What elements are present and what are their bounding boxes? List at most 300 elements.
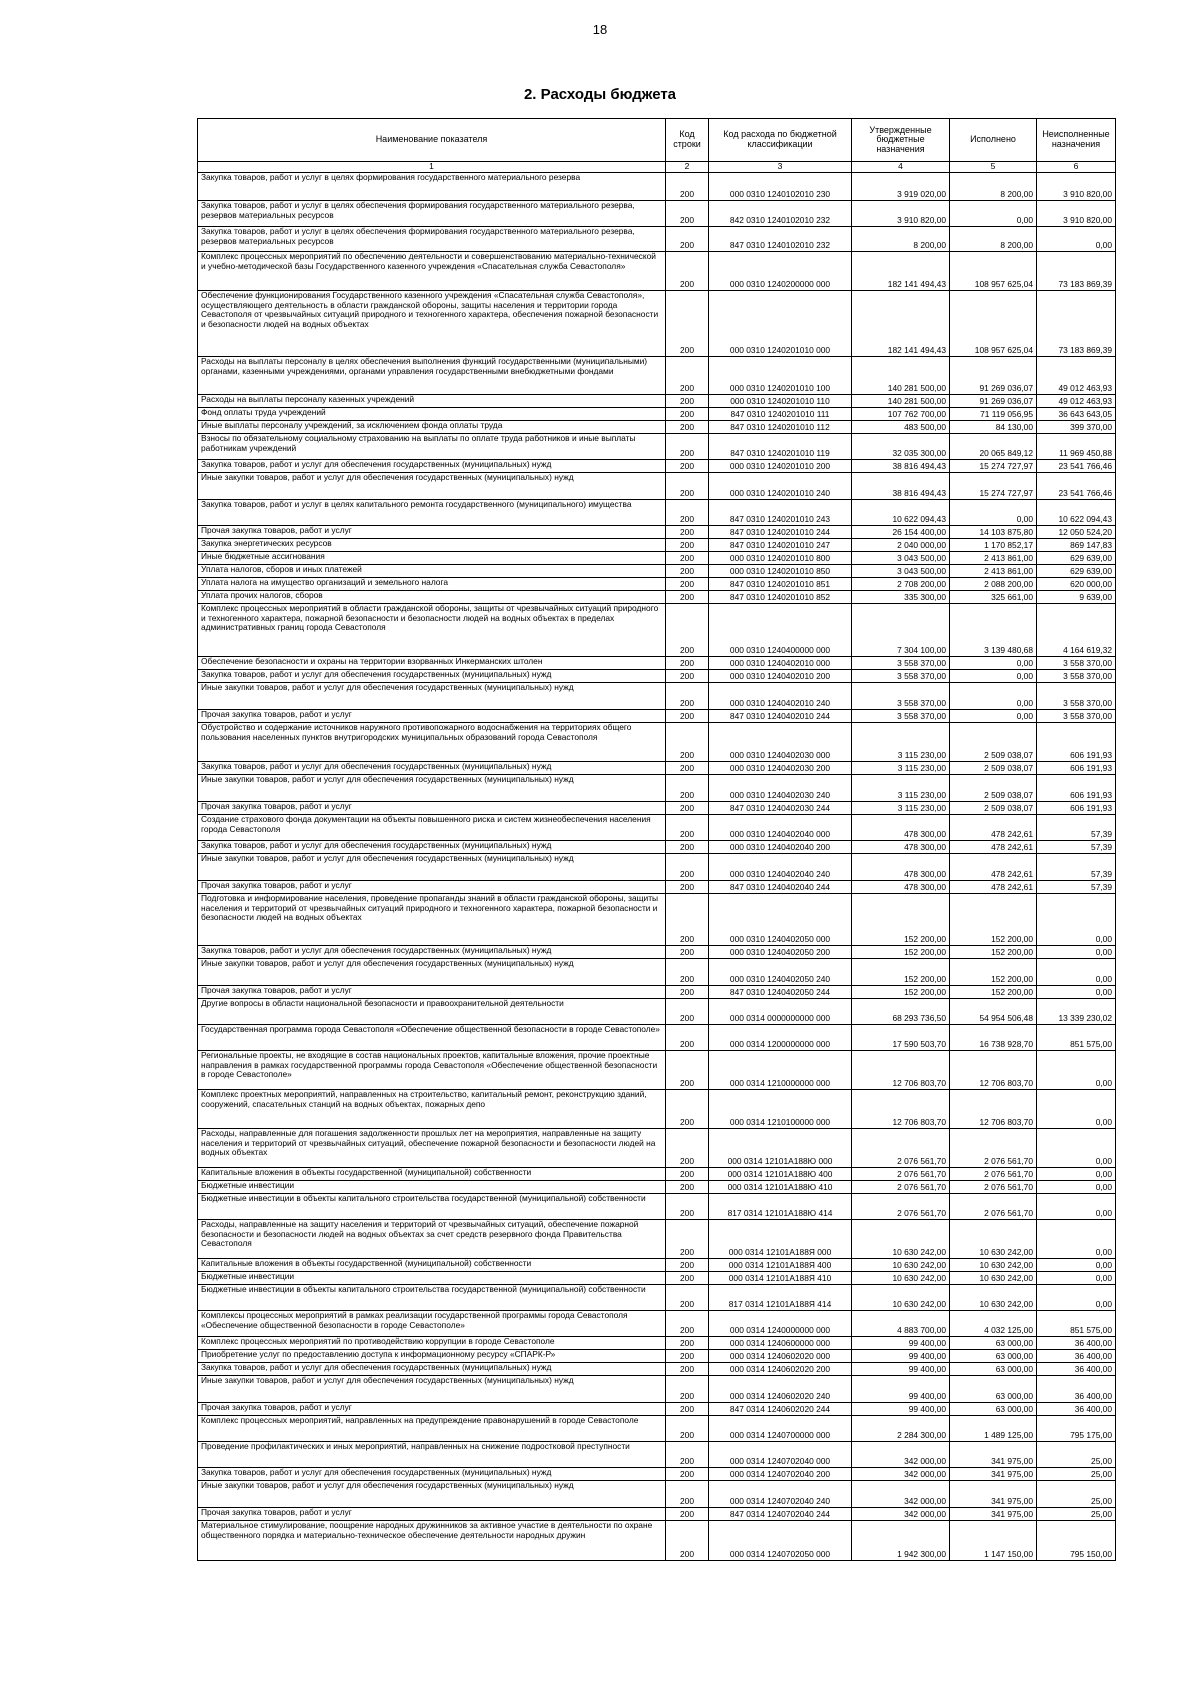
row-unexecuted: 23 541 766,46	[1037, 460, 1116, 473]
row-unexecuted: 0,00	[1037, 1194, 1116, 1220]
row-unexecuted: 11 969 450,88	[1037, 434, 1116, 460]
row-budget-code: 000 0310 1240402050 240	[709, 959, 852, 986]
row-approved: 4 883 700,00	[852, 1311, 950, 1337]
row-budget-code: 847 0310 1240402040 244	[709, 881, 852, 894]
row-executed: 1 489 125,00	[950, 1416, 1037, 1442]
table-row	[198, 1481, 1116, 1508]
row-executed: 478 242,61	[950, 881, 1037, 894]
row-budget-code: 000 0314 1240000000 000	[709, 1311, 852, 1337]
row-unexecuted: 4 164 619,32	[1037, 604, 1116, 657]
col-header-executed: Исполнено	[950, 119, 1037, 162]
row-executed: 63 000,00	[950, 1403, 1037, 1416]
row-approved: 3 558 370,00	[852, 710, 950, 723]
row-unexecuted: 49 012 463,93	[1037, 357, 1116, 395]
row-approved: 2 076 561,70	[852, 1181, 950, 1194]
row-unexecuted: 0,00	[1037, 1272, 1116, 1285]
row-name: Уплата налога на имущество организаций и земельного налога	[198, 578, 666, 591]
row-budget-code: 847 0310 1240201010 243	[709, 500, 852, 526]
row-name: Закупка товаров, работ и услуг для обеспечения государственных (муниципальных) нужд	[198, 841, 666, 854]
row-approved: 2 284 300,00	[852, 1416, 950, 1442]
row-budget-code: 000 0310 1240402040 000	[709, 815, 852, 841]
table-row	[198, 894, 1116, 946]
row-line-code: 200	[666, 565, 709, 578]
row-approved: 182 141 494,43	[852, 252, 950, 291]
row-budget-code: 847 0310 1240201010 111	[709, 408, 852, 421]
row-name: Прочая закупка товаров, работ и услуг	[198, 710, 666, 723]
row-unexecuted: 12 050 524,20	[1037, 526, 1116, 539]
row-name: Материальное стимулирование, поощрение народных дружинников за активное участие в деятельности по охране общественного порядка и материально-техническое обеспечение деятельности народных дружин	[198, 1521, 666, 1561]
row-budget-code: 000 0310 1240201010 850	[709, 565, 852, 578]
row-executed: 63 000,00	[950, 1376, 1037, 1403]
row-line-code: 200	[666, 1025, 709, 1051]
row-executed: 1 170 852,17	[950, 539, 1037, 552]
row-executed: 91 269 036,07	[950, 395, 1037, 408]
row-budget-code: 000 0314 12101А188Я 410	[709, 1272, 852, 1285]
row-executed: 10 630 242,00	[950, 1220, 1037, 1259]
row-unexecuted: 36 400,00	[1037, 1363, 1116, 1376]
row-approved: 478 300,00	[852, 841, 950, 854]
row-approved: 99 400,00	[852, 1363, 950, 1376]
row-line-code: 200	[666, 473, 709, 500]
row-name: Иные закупки товаров, работ и услуг для обеспечения государственных (муниципальных) нужд	[198, 683, 666, 710]
row-name: Закупка товаров, работ и услуг для обеспечения государственных (муниципальных) нужд	[198, 670, 666, 683]
row-unexecuted: 3 910 820,00	[1037, 201, 1116, 227]
row-name: Закупка товаров, работ и услуг для обеспечения государственных (муниципальных) нужд	[198, 762, 666, 775]
row-line-code: 200	[666, 802, 709, 815]
page-number: 18	[592, 22, 608, 37]
row-name: Закупка энергетических ресурсов	[198, 539, 666, 552]
row-approved: 342 000,00	[852, 1442, 950, 1468]
row-executed: 2 076 561,70	[950, 1168, 1037, 1181]
row-executed: 15 274 727,97	[950, 473, 1037, 500]
row-unexecuted: 3 910 820,00	[1037, 173, 1116, 201]
row-budget-code: 000 0310 1240402040 240	[709, 854, 852, 881]
col-number: 4	[852, 162, 950, 173]
row-unexecuted: 73 183 869,39	[1037, 291, 1116, 357]
row-budget-code: 000 0310 1240200000 000	[709, 252, 852, 291]
row-approved: 12 706 803,70	[852, 1051, 950, 1090]
row-unexecuted: 606 191,93	[1037, 775, 1116, 802]
row-line-code: 200	[666, 1181, 709, 1194]
row-unexecuted: 0,00	[1037, 1051, 1116, 1090]
row-line-code: 200	[666, 710, 709, 723]
row-name: Прочая закупка товаров, работ и услуг	[198, 526, 666, 539]
row-line-code: 200	[666, 1285, 709, 1311]
row-line-code: 200	[666, 291, 709, 357]
row-name: Комплекс процессных мероприятий, направленных на предупреждение правонарушений в городе Севастополе	[198, 1416, 666, 1442]
row-budget-code: 000 0310 1240402010 200	[709, 670, 852, 683]
row-name: Расходы, направленные на защиту населения и территорий от чрезвычайных ситуаций, обеспечение пожарной безопасности и безопасности людей на водных объектах за счет средств резервного фонда Правительства Севастополя	[198, 1220, 666, 1259]
table-row	[198, 946, 1116, 959]
row-executed: 63 000,00	[950, 1337, 1037, 1350]
table-row	[198, 1337, 1116, 1350]
row-approved: 2 076 561,70	[852, 1194, 950, 1220]
row-executed: 12 706 803,70	[950, 1090, 1037, 1129]
row-unexecuted: 25,00	[1037, 1442, 1116, 1468]
row-line-code: 200	[666, 959, 709, 986]
table-row	[198, 1272, 1116, 1285]
row-line-code: 200	[666, 1090, 709, 1129]
row-executed: 2 509 038,07	[950, 723, 1037, 762]
row-executed: 8 200,00	[950, 227, 1037, 252]
table-row	[198, 710, 1116, 723]
row-name: Обеспечение безопасности и охраны на территории взорванных Инкерманских штолен	[198, 657, 666, 670]
row-approved: 478 300,00	[852, 881, 950, 894]
row-executed: 152 200,00	[950, 894, 1037, 946]
row-line-code: 200	[666, 227, 709, 252]
row-name: Капитальные вложения в объекты государственной (муниципальной) собственности	[198, 1168, 666, 1181]
row-name: Закупка товаров, работ и услуг в целях капитального ремонта государственного (муниципального) имущества	[198, 500, 666, 526]
row-line-code: 200	[666, 881, 709, 894]
row-name: Подготовка и информирование населения, проведение пропаганды знаний в области гражданской обороны, защиты населения и территорий от чрезвычайных ситуаций природного и техногенного характера, пожарной безопасности и безопасности людей на водных объектах	[198, 894, 666, 946]
row-line-code: 200	[666, 1337, 709, 1350]
row-line-code: 200	[666, 723, 709, 762]
row-budget-code: 000 0314 12101А188Я 000	[709, 1220, 852, 1259]
row-budget-code: 817 0314 12101А188Я 414	[709, 1285, 852, 1311]
row-line-code: 200	[666, 1521, 709, 1561]
row-unexecuted: 3 558 370,00	[1037, 710, 1116, 723]
row-unexecuted: 606 191,93	[1037, 723, 1116, 762]
table-row	[198, 460, 1116, 473]
table-row	[198, 1051, 1116, 1090]
row-line-code: 200	[666, 670, 709, 683]
table-row	[198, 539, 1116, 552]
row-unexecuted: 73 183 869,39	[1037, 252, 1116, 291]
table-row	[198, 1025, 1116, 1051]
row-approved: 3 115 230,00	[852, 723, 950, 762]
row-unexecuted: 0,00	[1037, 1259, 1116, 1272]
table-row	[198, 1168, 1116, 1181]
row-approved: 10 630 242,00	[852, 1272, 950, 1285]
row-name: Закупка товаров, работ и услуг для обеспечения государственных (муниципальных) нужд	[198, 946, 666, 959]
row-name: Иные бюджетные ассигнования	[198, 552, 666, 565]
col-header-approved: Утвержденные бюджетные назначения	[852, 119, 950, 162]
row-line-code: 200	[666, 578, 709, 591]
row-executed: 341 975,00	[950, 1508, 1037, 1521]
row-approved: 140 281 500,00	[852, 395, 950, 408]
row-executed: 325 661,00	[950, 591, 1037, 604]
row-line-code: 200	[666, 775, 709, 802]
column-number-row	[198, 162, 1116, 173]
row-executed: 478 242,61	[950, 815, 1037, 841]
row-approved: 342 000,00	[852, 1481, 950, 1508]
row-unexecuted: 10 622 094,43	[1037, 500, 1116, 526]
row-approved: 3 558 370,00	[852, 670, 950, 683]
col-number: 3	[709, 162, 852, 173]
row-unexecuted: 0,00	[1037, 1168, 1116, 1181]
row-name: Иные закупки товаров, работ и услуг для обеспечения государственных (муниципальных) нужд	[198, 775, 666, 802]
table-row	[198, 473, 1116, 500]
row-line-code: 200	[666, 1376, 709, 1403]
row-executed: 20 065 849,12	[950, 434, 1037, 460]
row-line-code: 200	[666, 1508, 709, 1521]
row-unexecuted: 0,00	[1037, 894, 1116, 946]
row-unexecuted: 0,00	[1037, 1285, 1116, 1311]
row-name: Комплекс проектных мероприятий, направленных на строительство, капитальный ремонт, реконструкцию зданий, сооружений, спасательных станций на водных объектах, пожарных депо	[198, 1090, 666, 1129]
table-row	[198, 173, 1116, 201]
row-unexecuted: 13 339 230,02	[1037, 999, 1116, 1025]
row-line-code: 200	[666, 1442, 709, 1468]
row-approved: 2 076 561,70	[852, 1129, 950, 1168]
row-approved: 3 115 230,00	[852, 802, 950, 815]
row-executed: 152 200,00	[950, 986, 1037, 999]
row-executed: 54 954 506,48	[950, 999, 1037, 1025]
table-row	[198, 1090, 1116, 1129]
row-line-code: 200	[666, 1272, 709, 1285]
row-line-code: 200	[666, 395, 709, 408]
row-approved: 10 622 094,43	[852, 500, 950, 526]
table-row	[198, 815, 1116, 841]
row-approved: 342 000,00	[852, 1468, 950, 1481]
row-line-code: 200	[666, 1403, 709, 1416]
row-line-code: 200	[666, 252, 709, 291]
row-budget-code: 000 0314 1240702050 000	[709, 1521, 852, 1561]
table-row	[198, 1259, 1116, 1272]
row-unexecuted: 0,00	[1037, 959, 1116, 986]
row-name: Закупка товаров, работ и услуг для обеспечения государственных (муниципальных) нужд	[198, 1468, 666, 1481]
row-executed: 478 242,61	[950, 841, 1037, 854]
table-row	[198, 434, 1116, 460]
row-budget-code: 000 0310 1240201010 100	[709, 357, 852, 395]
row-budget-code: 000 0314 1240700000 000	[709, 1416, 852, 1442]
row-line-code: 200	[666, 1259, 709, 1272]
row-executed: 63 000,00	[950, 1350, 1037, 1363]
table-row	[198, 395, 1116, 408]
row-budget-code: 000 0314 1240702040 200	[709, 1468, 852, 1481]
row-approved: 99 400,00	[852, 1350, 950, 1363]
table-row	[198, 1350, 1116, 1363]
row-unexecuted: 49 012 463,93	[1037, 395, 1116, 408]
row-line-code: 200	[666, 1416, 709, 1442]
row-budget-code: 000 0310 1240402010 000	[709, 657, 852, 670]
row-unexecuted: 0,00	[1037, 1220, 1116, 1259]
col-header-unexecuted: Неисполненные назначения	[1037, 119, 1116, 162]
row-line-code: 200	[666, 894, 709, 946]
row-executed: 0,00	[950, 670, 1037, 683]
col-number: 5	[950, 162, 1037, 173]
row-budget-code: 000 0314 1240600000 000	[709, 1337, 852, 1350]
row-unexecuted: 851 575,00	[1037, 1311, 1116, 1337]
table-row	[198, 775, 1116, 802]
row-name: Другие вопросы в области национальной безопасности и правоохранительной деятельности	[198, 999, 666, 1025]
row-budget-code: 847 0310 1240201010 112	[709, 421, 852, 434]
row-unexecuted: 9 639,00	[1037, 591, 1116, 604]
row-approved: 152 200,00	[852, 959, 950, 986]
table-row	[198, 357, 1116, 395]
row-budget-code: 847 0314 1240602020 244	[709, 1403, 852, 1416]
row-budget-code: 842 0310 1240102010 232	[709, 201, 852, 227]
row-approved: 152 200,00	[852, 946, 950, 959]
row-budget-code: 000 0310 1240402050 200	[709, 946, 852, 959]
table-row	[198, 841, 1116, 854]
row-executed: 2 509 038,07	[950, 762, 1037, 775]
row-line-code: 200	[666, 201, 709, 227]
table-row	[198, 1129, 1116, 1168]
row-unexecuted: 606 191,93	[1037, 762, 1116, 775]
row-executed: 341 975,00	[950, 1442, 1037, 1468]
row-name: Создание страхового фонда документации на объекты повышенного риска и систем жизнеобеспечения населения города Севастополя	[198, 815, 666, 841]
row-budget-code: 000 0314 1210100000 000	[709, 1090, 852, 1129]
row-executed: 0,00	[950, 500, 1037, 526]
row-name: Прочая закупка товаров, работ и услуг	[198, 802, 666, 815]
row-unexecuted: 0,00	[1037, 1129, 1116, 1168]
row-name: Обеспечение функционирования Государственного казенного учреждения «Спасательная служба Севастополя», осуществляющего деятельность в области гражданской обороны, защиты населения и территории города Севастополя от чрезвычайных ситуаций природного и техногенного характера, обеспечения пожарной безопасности и безопасности людей на водных объектах	[198, 291, 666, 357]
row-unexecuted: 0,00	[1037, 1090, 1116, 1129]
row-executed: 2 076 561,70	[950, 1181, 1037, 1194]
row-executed: 0,00	[950, 657, 1037, 670]
row-executed: 14 103 875,80	[950, 526, 1037, 539]
row-unexecuted: 3 558 370,00	[1037, 657, 1116, 670]
table-row	[198, 578, 1116, 591]
row-budget-code: 847 0310 1240201010 247	[709, 539, 852, 552]
row-approved: 12 706 803,70	[852, 1090, 950, 1129]
row-name: Расходы, направленные для погашения задолженности прошлых лет на мероприятия, направленные на защиту населения и территорий от чрезвычайных ситуаций, обеспечение пожарной безопасности и безопасности людей на водных объектах	[198, 1129, 666, 1168]
row-approved: 3 910 820,00	[852, 201, 950, 227]
col-number: 1	[198, 162, 666, 173]
row-name: Государственная программа города Севастополя «Обеспечение общественной безопасности в городе Севастополе»	[198, 1025, 666, 1051]
row-budget-code: 000 0310 1240201010 110	[709, 395, 852, 408]
row-unexecuted: 795 150,00	[1037, 1521, 1116, 1561]
row-executed: 152 200,00	[950, 946, 1037, 959]
row-executed: 15 274 727,97	[950, 460, 1037, 473]
row-approved: 152 200,00	[852, 986, 950, 999]
row-name: Прочая закупка товаров, работ и услуг	[198, 881, 666, 894]
row-unexecuted: 57,39	[1037, 881, 1116, 894]
row-approved: 483 500,00	[852, 421, 950, 434]
row-unexecuted: 399 370,00	[1037, 421, 1116, 434]
table-row	[198, 604, 1116, 657]
row-line-code: 200	[666, 1363, 709, 1376]
row-name: Капитальные вложения в объекты государственной (муниципальной) собственности	[198, 1259, 666, 1272]
row-executed: 4 032 125,00	[950, 1311, 1037, 1337]
row-approved: 68 293 736,50	[852, 999, 950, 1025]
row-budget-code: 847 0314 1240702040 244	[709, 1508, 852, 1521]
row-unexecuted: 57,39	[1037, 854, 1116, 881]
row-line-code: 200	[666, 1168, 709, 1181]
row-budget-code: 000 0310 1240402050 000	[709, 894, 852, 946]
row-line-code: 200	[666, 1481, 709, 1508]
table-row	[198, 657, 1116, 670]
row-executed: 2 413 861,00	[950, 565, 1037, 578]
row-unexecuted: 36 400,00	[1037, 1337, 1116, 1350]
row-budget-code: 847 0310 1240201010 244	[709, 526, 852, 539]
row-approved: 32 035 300,00	[852, 434, 950, 460]
row-approved: 99 400,00	[852, 1403, 950, 1416]
table-row	[198, 1220, 1116, 1259]
row-budget-code: 000 0314 1240702040 240	[709, 1481, 852, 1508]
row-line-code: 200	[666, 460, 709, 473]
row-name: Иные закупки товаров, работ и услуг для обеспечения государственных (муниципальных) нужд	[198, 1481, 666, 1508]
row-executed: 3 139 480,68	[950, 604, 1037, 657]
table-row	[198, 959, 1116, 986]
row-line-code: 200	[666, 1051, 709, 1090]
row-budget-code: 000 0310 1240201010 000	[709, 291, 852, 357]
row-budget-code: 000 0314 12101А188Ю 400	[709, 1168, 852, 1181]
row-budget-code: 000 0310 1240201010 800	[709, 552, 852, 565]
col-header-line-code: Код строки	[666, 119, 709, 162]
row-executed: 91 269 036,07	[950, 357, 1037, 395]
table-row	[198, 227, 1116, 252]
row-unexecuted: 23 541 766,46	[1037, 473, 1116, 500]
table-row	[198, 565, 1116, 578]
row-unexecuted: 0,00	[1037, 946, 1116, 959]
table-row	[198, 201, 1116, 227]
table-row	[198, 1403, 1116, 1416]
row-executed: 2 509 038,07	[950, 775, 1037, 802]
row-unexecuted: 0,00	[1037, 986, 1116, 999]
row-approved: 8 200,00	[852, 227, 950, 252]
row-name: Иные закупки товаров, работ и услуг для обеспечения государственных (муниципальных) нужд	[198, 473, 666, 500]
row-line-code: 200	[666, 173, 709, 201]
row-name: Закупка товаров, работ и услуг в целях обеспечения формирования государственного материального резерва, резервов материальных ресурсов	[198, 201, 666, 227]
row-approved: 1 942 300,00	[852, 1521, 950, 1561]
row-budget-code: 000 0310 1240201010 200	[709, 460, 852, 473]
table-row	[198, 408, 1116, 421]
table-row	[198, 670, 1116, 683]
table-row	[198, 683, 1116, 710]
row-executed: 2 509 038,07	[950, 802, 1037, 815]
row-unexecuted: 25,00	[1037, 1468, 1116, 1481]
row-approved: 10 630 242,00	[852, 1220, 950, 1259]
row-budget-code: 000 0314 12101А188Я 400	[709, 1259, 852, 1272]
table-row	[198, 1508, 1116, 1521]
row-line-code: 200	[666, 762, 709, 775]
row-approved: 2 076 561,70	[852, 1168, 950, 1181]
row-executed: 16 738 928,70	[950, 1025, 1037, 1051]
table-row	[198, 591, 1116, 604]
row-name: Закупка товаров, работ и услуг для обеспечения государственных (муниципальных) нужд	[198, 1363, 666, 1376]
row-budget-code: 847 0310 1240201010 851	[709, 578, 852, 591]
table-row	[198, 1468, 1116, 1481]
row-executed: 2 088 200,00	[950, 578, 1037, 591]
row-name: Бюджетные инвестиции	[198, 1181, 666, 1194]
row-name: Закупка товаров, работ и услуг в целях формирования государственного материального резерва	[198, 173, 666, 201]
row-unexecuted: 0,00	[1037, 1181, 1116, 1194]
row-executed: 10 630 242,00	[950, 1259, 1037, 1272]
row-name: Закупка товаров, работ и услуг в целях обеспечения формирования государственного материального резерва, резервов материальных ресурсов	[198, 227, 666, 252]
row-name: Прочая закупка товаров, работ и услуг	[198, 1403, 666, 1416]
row-executed: 2 076 561,70	[950, 1194, 1037, 1220]
row-line-code: 200	[666, 854, 709, 881]
row-approved: 3 043 500,00	[852, 565, 950, 578]
row-line-code: 200	[666, 591, 709, 604]
row-line-code: 200	[666, 946, 709, 959]
row-budget-code: 000 0310 1240402030 200	[709, 762, 852, 775]
row-name: Бюджетные инвестиции в объекты капитального строительства государственной (муниципальной) собственности	[198, 1285, 666, 1311]
row-name: Расходы на выплаты персоналу в целях обеспечения выполнения функций государственными (муниципальными) органами, казенными учреждениями, органами управления государственными внебюджетными фондами	[198, 357, 666, 395]
row-executed: 108 957 625,04	[950, 252, 1037, 291]
budget-expenditure-table	[197, 118, 1116, 1561]
table-row	[198, 881, 1116, 894]
row-unexecuted: 25,00	[1037, 1481, 1116, 1508]
row-line-code: 200	[666, 552, 709, 565]
row-name: Комплексы процессных мероприятий в рамках реализации государственной программы города Севастополя «Обеспечение общественной безопасности в городе Севастополе»	[198, 1311, 666, 1337]
row-budget-code: 000 0314 1240602020 200	[709, 1363, 852, 1376]
row-line-code: 200	[666, 408, 709, 421]
row-name: Расходы на выплаты персоналу казенных учреждений	[198, 395, 666, 408]
row-name: Региональные проекты, не входящие в состав национальных проектов, капитальные вложения, прочие проектные направления в рамках государственной программы города Севастополя «Обеспечение общественной безопасности в городе Севастополе»	[198, 1051, 666, 1090]
row-budget-code: 847 0310 1240201010 852	[709, 591, 852, 604]
table-row	[198, 1194, 1116, 1220]
row-executed: 2 076 561,70	[950, 1129, 1037, 1168]
row-approved: 7 304 100,00	[852, 604, 950, 657]
table-row	[198, 999, 1116, 1025]
row-approved: 342 000,00	[852, 1508, 950, 1521]
row-executed: 0,00	[950, 201, 1037, 227]
table-row	[198, 291, 1116, 357]
row-approved: 38 816 494,43	[852, 460, 950, 473]
row-approved: 478 300,00	[852, 815, 950, 841]
